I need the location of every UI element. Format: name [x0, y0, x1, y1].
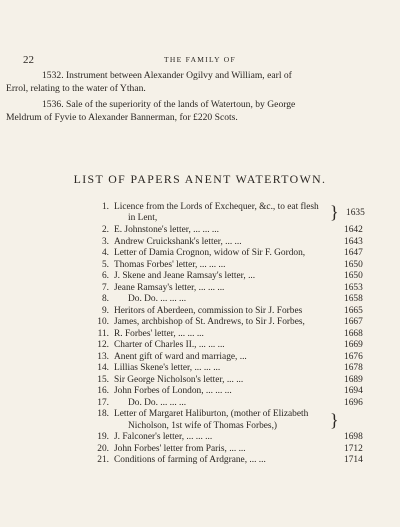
item-year: 1714: [344, 455, 363, 465]
page-number: 22: [23, 54, 34, 66]
item-number: 20.: [97, 443, 109, 454]
item-text: Thomas Forbes' letter, ... ... ...: [114, 259, 226, 270]
list-item: [0, 316, 400, 328]
list-item: [0, 282, 400, 294]
list-item: [0, 454, 400, 466]
item-number: 4.: [101, 248, 109, 258]
item-number: 11.: [97, 328, 109, 339]
item-number: 9.: [101, 305, 109, 316]
entry-1532-line1: 1532. Instrument between Alexander Ogilvy and William, earl of: [42, 70, 292, 81]
item-year: 1650: [344, 259, 363, 270]
item-year: 1643: [344, 236, 363, 247]
item-year: 1667: [344, 317, 363, 327]
entry-1532-line2: Errol, relating to the water of Ythan.: [6, 82, 146, 94]
item-text: Sir George Nicholson's letter, ... ...: [114, 374, 244, 385]
list-item: [0, 293, 400, 305]
item-text: R. Forbes' letter, ... ... ...: [114, 328, 204, 339]
list-item: [0, 362, 400, 374]
item-number: 13.: [97, 351, 109, 362]
entry-1536-line2: Meldrum of Fyvie to Alexander Bannerman, for £220 Scots.: [6, 111, 238, 123]
item-year: 1650: [344, 271, 363, 281]
item-number: 8.: [101, 294, 109, 304]
brace-bracket: }: [330, 202, 339, 222]
item-year: 1658: [344, 294, 363, 304]
item-number: 17.: [97, 397, 109, 408]
item-number: 7.: [101, 282, 109, 293]
list-item: [0, 397, 400, 409]
item-year: 1665: [344, 305, 363, 316]
item-number: 18.: [97, 409, 109, 419]
item-number: 12.: [97, 340, 109, 350]
item-year: 1696: [344, 397, 363, 408]
item-text-continued: in Lent,: [128, 213, 158, 223]
entry-1532: [6, 70, 380, 95]
item-text: J. Falconer's letter, ... ... ...: [114, 432, 213, 442]
list-item: [0, 247, 400, 259]
item-number: 6.: [101, 271, 109, 281]
item-text: John Forbes of London, ... ... ...: [114, 386, 232, 396]
list-title: LIST OF PAPERS ANENT WATERTOWN.: [73, 172, 327, 186]
item-text: Letter of Margaret Haliburton, (mother of Elizabeth: [114, 409, 309, 419]
entry-1536: [6, 99, 380, 124]
item-year: 1642: [344, 225, 363, 235]
item-year: 1647: [344, 248, 363, 258]
item-text: Conditions of farming of Ardgrane, ... ...: [114, 455, 266, 465]
list-item: [0, 431, 400, 443]
list-item: [0, 374, 400, 386]
item-year: 1694: [344, 386, 363, 396]
item-number: 19.: [97, 432, 109, 442]
item-number: 21.: [97, 455, 109, 465]
item-number: 2.: [101, 225, 109, 235]
item-text: E. Johnstone's letter, ... ... ...: [114, 225, 219, 235]
item-number: 14.: [97, 363, 109, 373]
item-text: Andrew Cruickshank's letter, ... ...: [114, 236, 242, 247]
item-year: 1698: [344, 432, 363, 442]
item-year: 1653: [344, 282, 363, 293]
list-item: [0, 236, 400, 248]
item-number: 3.: [101, 236, 109, 247]
item-text: Jeane Ramsay's letter, ... ... ...: [114, 282, 225, 293]
item-year: 1712: [344, 443, 363, 454]
item-year: 1635: [346, 208, 365, 218]
item-number: 5.: [101, 259, 109, 270]
item-text: Letter of Damia Crognon, widow of Sir F. Gordon,: [114, 248, 306, 258]
list-item: [0, 224, 400, 236]
item-number: 1.: [101, 202, 109, 212]
entry-1536-line1: 1536. Sale of the superiority of the lands of Watertoun, by George: [42, 99, 296, 110]
item-text: Heritors of Aberdeen, commission to Sir J. Forbes: [114, 305, 303, 316]
running-head: THE FAMILY OF: [164, 55, 236, 64]
item-year: 1676: [344, 351, 363, 362]
list-item: [0, 259, 400, 271]
item-text: Do. Do. ... ... ...: [128, 397, 187, 408]
list-item: [0, 305, 400, 317]
item-number: 15.: [97, 374, 109, 385]
item-year: 1678: [344, 363, 363, 373]
item-text: J. Skene and Jeane Ramsay's letter, ...: [114, 271, 256, 281]
list-item-continuation: [0, 208, 400, 224]
list-item: [0, 339, 400, 351]
list-item: [0, 270, 400, 282]
list-item-continuation: [0, 420, 400, 432]
item-text: John Forbes' letter from Paris, ... ...: [114, 443, 246, 454]
item-number: 16.: [97, 386, 109, 396]
list-item: [0, 328, 400, 340]
item-text: Anent gift of ward and marriage, ...: [114, 351, 247, 362]
item-number: 10.: [97, 317, 109, 327]
item-year: 1669: [344, 340, 363, 350]
list-item: [0, 351, 400, 363]
list-item: [0, 385, 400, 397]
item-year: 1668: [344, 328, 363, 339]
item-text: James, archbishop of St. Andrews, to Sir J. Forbes,: [114, 317, 305, 327]
list-item: [0, 408, 400, 420]
item-text: Charter of Charles II., ... ... ...: [114, 340, 225, 350]
item-text: Lillias Skene's letter, ... ... ...: [114, 363, 221, 373]
brace-bracket: }: [330, 410, 339, 430]
item-text: Do. Do. ... ... ...: [128, 294, 187, 304]
item-text-continued: Nicholson, 1st wife of Thomas Forbes,): [128, 420, 278, 431]
item-year: 1689: [344, 374, 363, 385]
list-item: [0, 443, 400, 455]
item-text: Licence from the Lords of Exchequer, &c., to eat flesh: [114, 202, 319, 212]
